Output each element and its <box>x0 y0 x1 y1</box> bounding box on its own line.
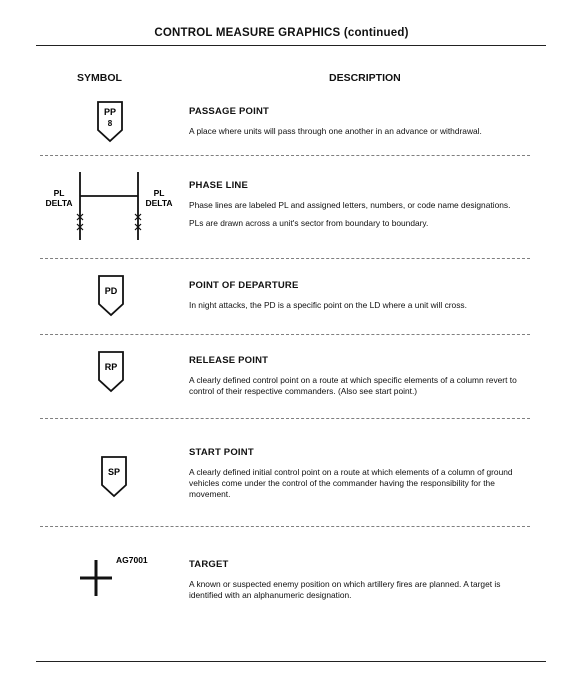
phase-line-right-label-2: DELTA <box>145 198 173 208</box>
start-point-description: A clearly defined initial control point on a route at which elements of a column of ground vehicles come under the control of the commander having the responsibility for the movement. <box>189 467 513 499</box>
start-point-title: START POINT <box>189 447 254 458</box>
divider <box>40 334 530 335</box>
point-of-departure-title: POINT OF DEPARTURE <box>189 280 299 291</box>
start-point-symbol <box>100 455 128 499</box>
phase-line-title: PHASE LINE <box>189 180 249 191</box>
phase-line-symbol <box>40 168 190 246</box>
page-title: CONTROL MEASURE GRAPHICS (continued) <box>154 27 409 39</box>
divider <box>40 155 530 156</box>
passage-point-symbol <box>96 100 124 144</box>
passage-point-symbol-label: PP <box>103 107 117 117</box>
release-point-title: RELEASE POINT <box>189 355 269 366</box>
target-title: TARGET <box>189 559 229 570</box>
divider <box>40 526 530 527</box>
phase-line-entry <box>189 180 529 236</box>
release-point-entry <box>189 355 529 404</box>
point-of-departure-symbol-label: PD <box>104 286 118 296</box>
release-point-description: A clearly defined control point on a route at which specific elements of a column revert to control of their respective commanders. (Also see start point.) <box>189 375 517 396</box>
passage-point-entry <box>189 106 529 144</box>
phase-line-right-label-1: PL <box>153 188 165 198</box>
phase-line-left-label-2: DELTA <box>45 198 73 208</box>
description-column-header: DESCRIPTION <box>329 72 401 84</box>
symbol-column-header: SYMBOL <box>77 72 122 84</box>
bottom-rule <box>36 661 546 662</box>
passage-point-symbol-number: 8 <box>107 119 113 128</box>
divider <box>40 258 530 259</box>
point-of-departure-symbol <box>97 274 125 318</box>
top-rule <box>36 45 546 46</box>
point-of-departure-description: In night attacks, the PD is a specific point on the LD where a unit will cross. <box>189 300 467 310</box>
release-point-symbol-label: RP <box>104 362 118 372</box>
passage-point-description: A place where units will pass through one another in an advance or withdrawal. <box>189 126 482 136</box>
release-point-symbol <box>97 350 125 394</box>
target-description: A known or suspected enemy position on which artillery fires are planned. A target is identified with an alphanumeric designation. <box>189 579 501 600</box>
start-point-symbol-label: SP <box>107 467 121 477</box>
target-symbol <box>76 550 156 600</box>
target-entry <box>189 559 529 608</box>
start-point-entry <box>189 447 529 507</box>
phase-line-description-1: Phase lines are labeled PL and assigned letters, numbers, or code name designations. <box>189 200 511 210</box>
phase-line-left-label-1: PL <box>53 188 65 198</box>
point-of-departure-entry <box>189 280 529 318</box>
passage-point-title: PASSAGE POINT <box>189 106 270 117</box>
phase-line-description-2: PLs are drawn across a unit's sector from boundary to boundary. <box>189 218 429 228</box>
divider <box>40 418 530 419</box>
target-symbol-label: AG7001 <box>116 555 148 565</box>
